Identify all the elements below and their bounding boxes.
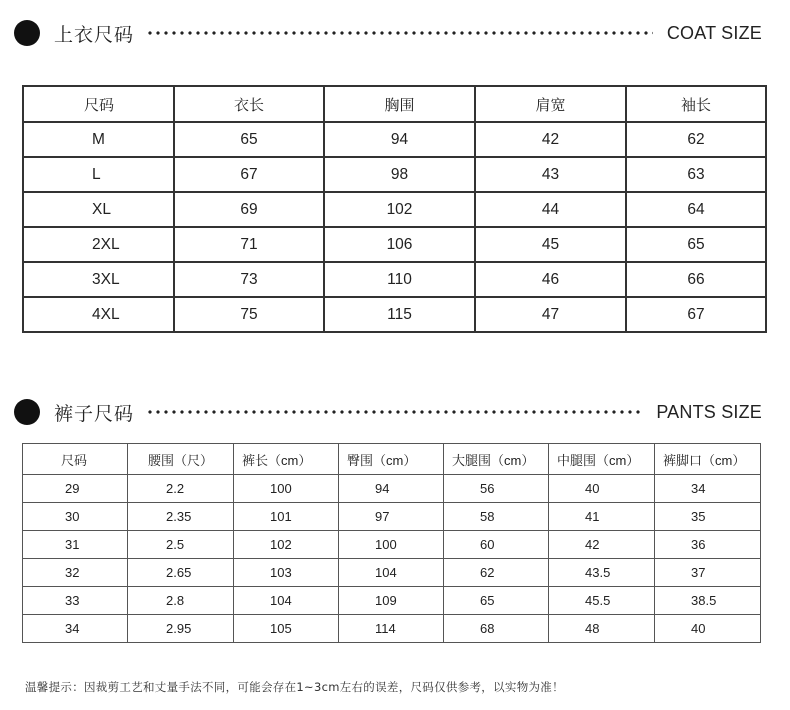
column-header: 腰围（尺） xyxy=(128,444,234,475)
measurement-cell: 110 xyxy=(324,262,475,297)
measurement-cell: 100 xyxy=(234,475,339,503)
measurement-cell: 44 xyxy=(475,192,626,227)
table-row xyxy=(23,192,766,227)
measurement-cell: 2.2 xyxy=(128,475,234,503)
column-header: 裤长（cm） xyxy=(234,444,339,475)
measurement-cell: 63 xyxy=(626,157,766,192)
pants-title-en: PANTS SIZE xyxy=(656,401,762,422)
measurement-cell: 67 xyxy=(174,157,324,192)
measurement-cell: 36 xyxy=(655,531,761,559)
measurement-cell: 105 xyxy=(234,615,339,643)
size-cell: 2XL xyxy=(23,227,174,262)
measurement-cell: 102 xyxy=(234,531,339,559)
dotted-divider xyxy=(146,31,653,35)
measurement-cell: 114 xyxy=(339,615,444,643)
measurement-cell: 115 xyxy=(324,297,475,332)
column-header: 裤脚口（cm） xyxy=(655,444,761,475)
measurement-cell: 65 xyxy=(626,227,766,262)
size-cell: XL xyxy=(23,192,174,227)
coat-table-body xyxy=(23,86,766,332)
column-header: 中腿围（cm） xyxy=(549,444,655,475)
measurement-cell: 102 xyxy=(324,192,475,227)
measurement-cell: 34 xyxy=(655,475,761,503)
coat-title-en: COAT SIZE xyxy=(666,22,762,43)
pants-table-body xyxy=(23,444,761,643)
size-cell: L xyxy=(23,157,174,192)
measurement-cell: 101 xyxy=(234,503,339,531)
bullet-icon xyxy=(14,399,40,425)
size-cell: 33 xyxy=(23,587,128,615)
measurement-cell: 42 xyxy=(549,531,655,559)
bullet-icon xyxy=(14,20,40,46)
measurement-cell: 66 xyxy=(626,262,766,297)
measurement-cell: 73 xyxy=(174,262,324,297)
table-row xyxy=(23,587,761,615)
column-header: 大腿围（cm） xyxy=(444,444,549,475)
size-cell: 34 xyxy=(23,615,128,643)
size-cell: 29 xyxy=(23,475,128,503)
column-header: 臀围（cm） xyxy=(339,444,444,475)
measurement-cell: 71 xyxy=(174,227,324,262)
column-header: 尺码 xyxy=(23,86,174,122)
measurement-cell: 109 xyxy=(339,587,444,615)
table-row xyxy=(23,531,761,559)
measurement-cell: 103 xyxy=(234,559,339,587)
measurement-cell: 75 xyxy=(174,297,324,332)
measurement-cell: 47 xyxy=(475,297,626,332)
table-row xyxy=(23,297,766,332)
measurement-cell: 42 xyxy=(475,122,626,157)
measurement-cell: 65 xyxy=(174,122,324,157)
measurement-cell: 43 xyxy=(475,157,626,192)
table-row xyxy=(23,157,766,192)
measurement-cell: 2.65 xyxy=(128,559,234,587)
size-cell: 32 xyxy=(23,559,128,587)
measurement-cell: 2.8 xyxy=(128,587,234,615)
measurement-cell: 94 xyxy=(324,122,475,157)
measurement-cell: 68 xyxy=(444,615,549,643)
column-header: 肩宽 xyxy=(475,86,626,122)
measurement-cell: 46 xyxy=(475,262,626,297)
measurement-cell: 100 xyxy=(339,531,444,559)
measurement-cell: 2.5 xyxy=(128,531,234,559)
measurement-cell: 37 xyxy=(655,559,761,587)
measurement-cell: 60 xyxy=(444,531,549,559)
measurement-cell: 104 xyxy=(339,559,444,587)
size-cell: M xyxy=(23,122,174,157)
measurement-cell: 2.95 xyxy=(128,615,234,643)
measurement-cell: 35 xyxy=(655,503,761,531)
size-cell: 31 xyxy=(23,531,128,559)
column-header: 衣长 xyxy=(174,86,324,122)
pants-size-table xyxy=(22,443,761,643)
table-row xyxy=(23,122,766,157)
table-row xyxy=(23,475,761,503)
measurement-cell: 41 xyxy=(549,503,655,531)
measurement-cell: 67 xyxy=(626,297,766,332)
dotted-divider xyxy=(146,410,642,414)
pants-title-zh: 裤子尺码 xyxy=(54,402,135,425)
header-row xyxy=(23,86,766,122)
measurement-cell: 69 xyxy=(174,192,324,227)
coat-size-header xyxy=(14,18,762,48)
measurement-cell: 58 xyxy=(444,503,549,531)
measurement-cell: 65 xyxy=(444,587,549,615)
size-disclaimer-note: 温馨提示：因裁剪工艺和丈量手法不同，可能会存在1~3cm左右的误差，尺码仅供参考，以实物为准！ xyxy=(25,680,564,694)
table-row xyxy=(23,262,766,297)
measurement-cell: 2.35 xyxy=(128,503,234,531)
size-cell: 4XL xyxy=(23,297,174,332)
header-row xyxy=(23,444,761,475)
measurement-cell: 64 xyxy=(626,192,766,227)
measurement-cell: 38.5 xyxy=(655,587,761,615)
measurement-cell: 40 xyxy=(655,615,761,643)
table-row xyxy=(23,227,766,262)
coat-title-zh: 上衣尺码 xyxy=(54,23,135,46)
measurement-cell: 48 xyxy=(549,615,655,643)
column-header: 胸围 xyxy=(324,86,475,122)
measurement-cell: 106 xyxy=(324,227,475,262)
measurement-cell: 98 xyxy=(324,157,475,192)
table-row xyxy=(23,503,761,531)
measurement-cell: 62 xyxy=(444,559,549,587)
measurement-cell: 43.5 xyxy=(549,559,655,587)
column-header: 袖长 xyxy=(626,86,766,122)
table-row xyxy=(23,559,761,587)
coat-size-table xyxy=(22,85,767,333)
measurement-cell: 94 xyxy=(339,475,444,503)
measurement-cell: 62 xyxy=(626,122,766,157)
measurement-cell: 56 xyxy=(444,475,549,503)
pants-size-header xyxy=(14,397,762,427)
measurement-cell: 97 xyxy=(339,503,444,531)
measurement-cell: 104 xyxy=(234,587,339,615)
size-cell: 3XL xyxy=(23,262,174,297)
measurement-cell: 45 xyxy=(475,227,626,262)
measurement-cell: 45.5 xyxy=(549,587,655,615)
table-row xyxy=(23,615,761,643)
measurement-cell: 40 xyxy=(549,475,655,503)
column-header: 尺码 xyxy=(23,444,128,475)
size-cell: 30 xyxy=(23,503,128,531)
